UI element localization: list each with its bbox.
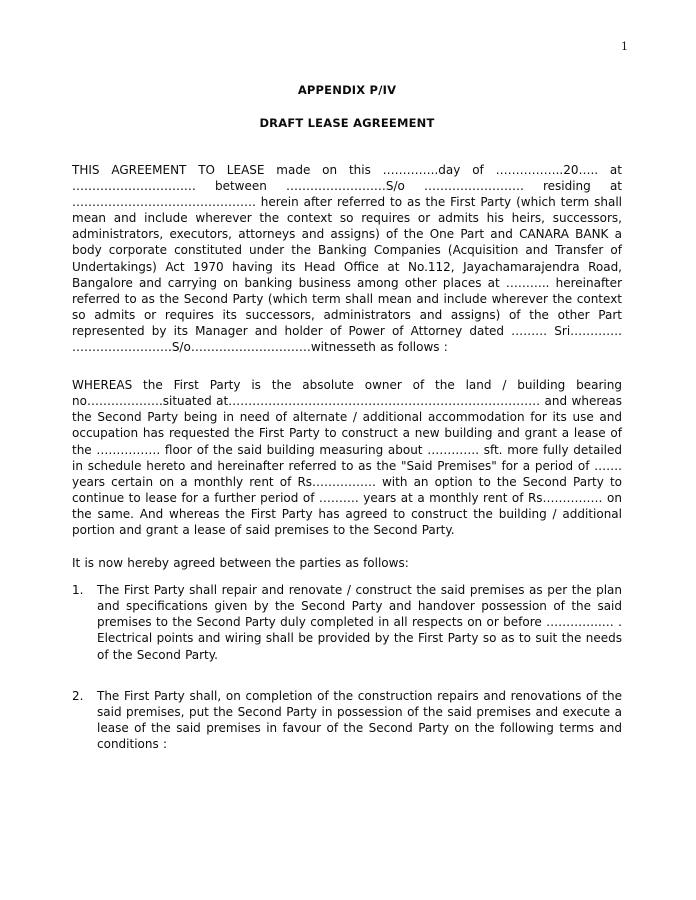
document-title: DRAFT LEASE AGREEMENT: [259, 116, 435, 130]
appendix-heading: APPENDIX P/IV: [297, 83, 397, 97]
list-item-marker: 2.: [72, 688, 84, 703]
list-item-text: The First Party shall, on completion of the construction repairs and renovations of the said premises, put the Second Party in possession of the said premises and execute a lease of the said premises in favour of the Second Party on the following terms and conditions :: [97, 688, 622, 751]
terms-list: [72, 582, 622, 752]
paragraph-agreed-intro: It is now hereby agreed between the parties as follows:: [72, 556, 409, 571]
paragraph-whereas: WHEREAS the First Party is the absolute owner of the land / building bearing no……………….situated at…………………………………………………………………… and whereas the Second Party being in need of alternate / additional accommodation for its use and occupation has requested the First Party to construct a new building and grant a lease of the ……………. floor of the said building measuring about …………. sft. more fully detailed in schedule hereto and hereinafter referred to as the "Said Premises" for a period of ……. years certain on a monthly rent of Rs……………. with an option to the Second Party to continue to lease for a further period of ………. years at a monthly rent of Rs…………… on the same. And whereas the First Party has agreed to construct the building / additional portion and grant a lease of said premises to the Second Party.: [72, 378, 622, 537]
paragraph-agreement-intro: THIS AGREEMENT TO LEASE made on this …………..day of ……………..20….. at ……………………….… between ………………….…S/o ……………………. residing at ………………………………………. herein after referred to as the First Party (which term shall mean and include wherever the context so requires or admits his heirs, successors, administrators, executors, attorneys and assigns) of the One Part and CANARA BANK a body corporate constituted under the Banking Companies (Acquisition and Transfer of Undertakings) Act 1970 having its Head Office at No.112, Jayachamarajendra Road, Bangalore and carrying on banking business among other places at ……….. hereinafter referred to as the Second Party (which term shall mean and include wherever the context so admits or requires its successors, administrators and assigns) of the other Part represented by its Manager and holder of Power of Attorney dated ……… Sri…………. …………………….S/o…………………………witnesseth as follows :: [72, 163, 622, 355]
paragraph-spacer: [72, 355, 622, 377]
list-item-text: The First Party shall repair and renovate / construct the said premises as per the plan and specifications given by the Second Party and handover possession of the said premises to the Second Party duly completed in all respects on or before …………..… . Electrical points and wiring shall be provided by the First Party so as to suit the needs of the Second Party.: [97, 583, 622, 662]
list-item: [72, 582, 622, 662]
list-spacer: [72, 571, 622, 582]
paragraph-spacer: [72, 538, 622, 555]
list-item: [72, 688, 622, 752]
list-item-marker: 1.: [72, 583, 84, 598]
page-number: 1: [621, 40, 628, 53]
document-body: [72, 82, 622, 752]
